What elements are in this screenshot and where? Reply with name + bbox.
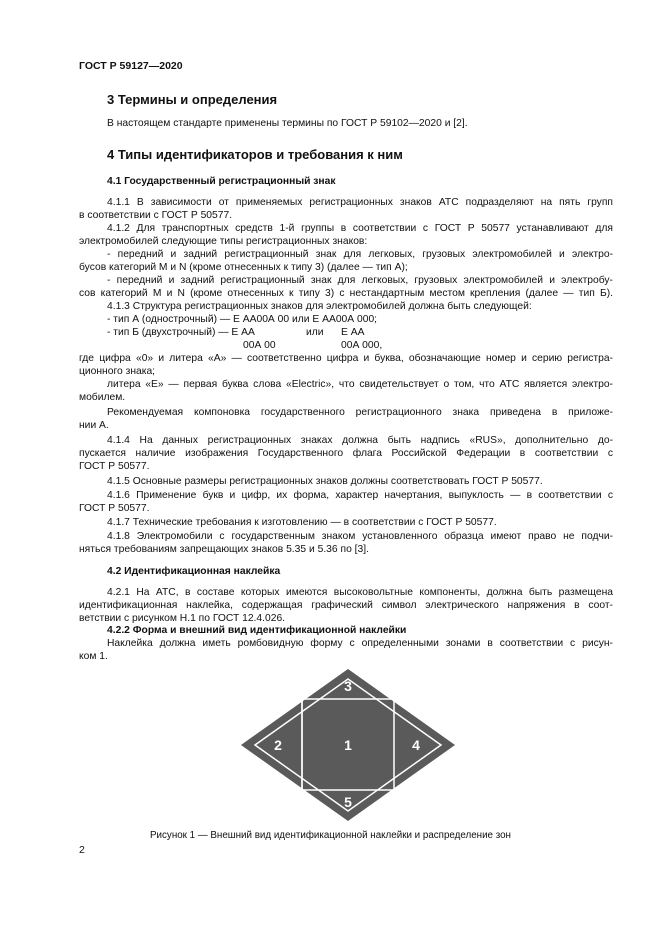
text-line: ком 1. — [79, 651, 108, 662]
text-line: ГОСТ Р 50577. — [79, 503, 150, 514]
text-line: Наклейка должна иметь ромбовидную форму с определенными зонами в соответствии с рисун- — [107, 638, 613, 649]
section-3-text: В настоящем стандарте применены термины по ГОСТ Р 59102—2020 и [2]. — [107, 118, 468, 129]
text-line: 4.1.6 Применение букв и цифр, их форма, характер начертания, выпуклость — в соответствии с — [107, 490, 613, 501]
text-line: нии А. — [79, 420, 109, 431]
text-line: в соответствии с ГОСТ Р 50577. — [79, 210, 233, 221]
section-4-title: 4 Типы идентификаторов и требования к ним — [107, 147, 403, 162]
text-line: Рекомендуемая компоновка государственного регистрационного знака приведена в приложе- — [107, 407, 613, 418]
text-line: 4.1.5 Основные размеры регистрационных знаков должны соответствовать ГОСТ Р 50577. — [107, 476, 543, 487]
text-line: сов категорий M и N (кроме отнесенных к типу 3) с нестандартным местом крепления (далее — тип Б). — [79, 288, 613, 299]
text-line: идентификационная наклейка, содержащая графический символ электрического напряжения в соот- — [79, 600, 613, 611]
text-line: няться требованиям запрещающих знаков 5.35 и 5.36 по [3]. — [79, 544, 369, 555]
text-line: 4.2.1 На АТС, в составе которых имеются высоковольтные компоненты, должна быть размещена — [107, 587, 613, 598]
text-line: 4.1.7 Технические требования к изготовлению — в соответствии с ГОСТ Р 50577. — [107, 517, 497, 528]
zone-label-5: 5 — [344, 794, 352, 810]
text-line: 00А 000, — [341, 340, 383, 351]
zone-label-4: 4 — [412, 737, 420, 753]
text-line: 4.1.2 Для транспортных средств 1-й группы в соответствии с ГОСТ Р 50577 устанавливают для — [107, 223, 613, 234]
text-line: Е АА — [341, 327, 365, 338]
page-number: 2 — [79, 844, 85, 856]
text-line: ционного знака; — [79, 366, 156, 377]
figure-caption: Рисунок 1 — Внешний вид идентификационной наклейки и распределение зон — [150, 830, 511, 841]
text-line: - тип Б (двухстрочный) — Е АА — [107, 327, 255, 338]
text-line: мобилем. — [79, 392, 126, 403]
subsection-4-1-title: 4.1 Государственный регистрационный знак — [107, 176, 336, 187]
subsection-4-2-2-title: 4.2.2 Форма и внешний вид идентификационной наклейки — [107, 625, 407, 636]
text-line: 00А 00 — [243, 340, 276, 351]
text-line: литера «Е» — первая буква слова «Electric», что свидетельствует о том, что АТС является электро- — [107, 379, 613, 390]
text-line: 4.1.4 На данных регистрационных знаках должна быть надпись «RUS», дополнительно до- — [107, 435, 613, 446]
sticker-diagram — [240, 668, 456, 822]
text-line: - передний и задний регистрационный знак для легковых, грузовых электромобилей и электробу- — [107, 275, 613, 286]
text-line: 4.1.1 В зависимости от применяемых регистрационных знаков АТС подразделяют на пять групп — [107, 197, 613, 208]
text-line: где цифра «0» и литера «А» — соответственно цифра и буква, обозначающие номер и серию регистра- — [79, 353, 613, 364]
text-line: пускается наличие изображения Государственного флага Российской Федерации в соответствии с — [79, 448, 613, 459]
text-line: ГОСТ Р 50577. — [79, 461, 150, 472]
text-line: бусов категорий M и N (кроме отнесенных к типу 3) (далее — тип А); — [79, 262, 408, 273]
zone-label-1: 1 — [344, 737, 352, 753]
text-line: электромобилей следующие типы регистрационных знаков: — [79, 236, 368, 247]
subsection-4-2-title: 4.2 Идентификационная наклейка — [107, 566, 281, 577]
zone-label-3: 3 — [344, 678, 352, 694]
text-line: 4.1.3 Структура регистрационных знаков для электромобилей должна быть следующей: — [107, 301, 532, 312]
text-line: ветствии с рисунком Н.1 по ГОСТ 12.4.026. — [79, 613, 286, 624]
text-line: или — [306, 327, 324, 338]
section-3-title: 3 Термины и определения — [107, 92, 278, 107]
text-line: - передний и задний регистрационный знак для легковых, грузовых электромобилей и электро- — [107, 249, 613, 260]
text-line: 4.1.8 Электромобили с государственным знаком установленного образца имеют право не подчи- — [107, 531, 613, 542]
zone-label-2: 2 — [274, 737, 282, 753]
text-line: - тип А (однострочный) — Е АА00А 00 или Е АА00А 000; — [107, 314, 378, 325]
document-header: ГОСТ Р 59127—2020 — [79, 60, 183, 72]
